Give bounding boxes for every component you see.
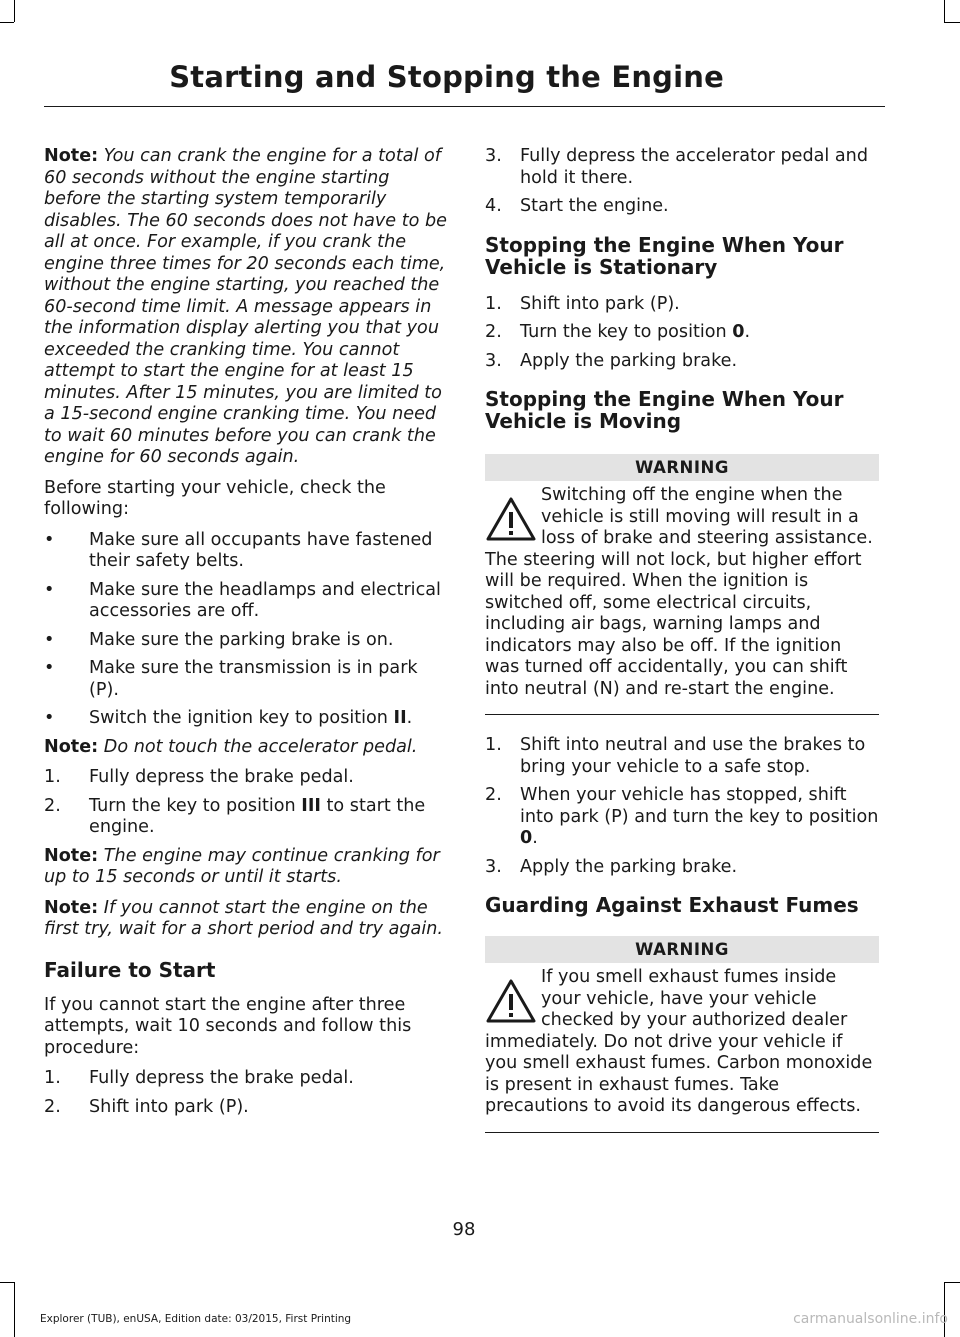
list-item xyxy=(44,658,447,701)
step-bold: 0 xyxy=(732,322,745,342)
bullet-marker: • xyxy=(44,658,55,678)
bullet-marker: • xyxy=(44,708,55,728)
step-text: Apply the parking brake. xyxy=(520,350,738,371)
step-number: 1. xyxy=(485,293,502,314)
header-rule xyxy=(44,106,885,107)
step-bold: 0 xyxy=(520,828,533,848)
bullet-text: Make sure all occupants have fastened their safety belts. xyxy=(89,529,433,571)
step-number: 3. xyxy=(485,350,502,371)
step-end: . xyxy=(744,322,751,342)
footer-edition: Explorer (TUB), enUSA, Edition date: 03/2015, First Printing xyxy=(40,1313,352,1325)
note-cranking-duration xyxy=(44,846,447,889)
bullet-text: Make sure the transmission is in park (P). xyxy=(89,658,418,700)
note-first-try xyxy=(44,898,447,941)
note-label: Note: xyxy=(44,845,99,866)
step-number: 4. xyxy=(485,196,502,216)
step-text: When your vehicle has stopped, shift into park (P) and turn the key to position xyxy=(520,785,879,827)
step-text: Fully depress the accelerator pedal and hold it there. xyxy=(520,146,869,188)
warning-header: WARNING xyxy=(485,454,879,481)
warning-triangle-icon xyxy=(485,495,537,543)
note-label: Note: xyxy=(44,736,99,757)
list-item xyxy=(485,857,879,879)
note-text: If you cannot start the engine on the first try, wait for a short period and try again. xyxy=(44,897,443,939)
bullet-text: Make sure the parking brake is on. xyxy=(89,629,394,650)
list-item xyxy=(44,530,447,573)
note-label: Note: xyxy=(44,897,99,918)
list-item xyxy=(485,294,879,316)
crop-mark-top-right-v xyxy=(944,0,945,22)
watermark: carmanualsonline.info xyxy=(793,1311,948,1327)
list-item xyxy=(44,708,447,730)
bullet-marker: • xyxy=(44,579,55,600)
bullet-text: Make sure the headlamps and electrical accessories are off. xyxy=(89,579,441,621)
warning-triangle-icon xyxy=(485,977,537,1025)
step-text: Fully depress the brake pedal. xyxy=(89,767,354,787)
right-column xyxy=(485,146,879,1133)
warning-box-exhaust xyxy=(485,963,879,1118)
list-item xyxy=(485,146,879,189)
bullet-text: Switch the ignition key to position xyxy=(89,708,394,728)
note-text: The engine may continue cranking for up to 15 seconds or until it starts. xyxy=(44,845,440,887)
moving-heading: Stopping the Engine When Your Vehicle is Moving xyxy=(485,387,844,433)
step-number: 1. xyxy=(44,1068,61,1088)
step-text: Shift into neutral and use the brakes to bring your vehicle to a safe stop. xyxy=(520,735,866,777)
step-number: 2. xyxy=(44,1096,61,1117)
step-number: 2. xyxy=(485,322,502,342)
note-text: Do not touch the accelerator pedal. xyxy=(98,736,418,757)
list-item xyxy=(485,351,879,373)
crop-mark-top-left-v xyxy=(14,0,15,22)
exhaust-heading: Guarding Against Exhaust Fumes xyxy=(485,893,859,917)
warning-box-moving xyxy=(485,481,879,700)
list-item xyxy=(44,796,447,839)
crop-mark-bottom-right-h xyxy=(944,1282,960,1283)
crop-mark-bottom-left-v xyxy=(14,1282,15,1337)
left-column xyxy=(44,146,447,1125)
step-text: Turn the key to position xyxy=(520,322,733,342)
list-item xyxy=(44,1097,447,1119)
list-item xyxy=(485,735,879,778)
page-number: 98 xyxy=(452,1219,476,1240)
step-end: . xyxy=(532,828,538,848)
step-text: Shift into park (P). xyxy=(89,1096,249,1117)
step-text: Turn the key to position xyxy=(89,795,302,816)
crop-mark-bottom-right-v xyxy=(944,1282,945,1337)
step-number: 2. xyxy=(44,795,61,816)
step-number: 3. xyxy=(485,146,502,166)
list-item xyxy=(485,196,879,218)
note-cranking-limit xyxy=(44,146,447,469)
before-starting-text: Before starting your vehicle, check the following: xyxy=(44,477,386,519)
list-item xyxy=(44,1068,447,1090)
step-text: Apply the parking brake. xyxy=(520,856,738,877)
note-text: You can crank the engine for a total of 60 seconds without the engine starting before the starting system temporarily disables. The 60 seconds does not have to be all at once. For example, if you crank the engine three times for 20 seconds each time, without the engine starting, you reached the 60-second time limit. A message appears in the information display alerting you that you exceeded the cranking time. You cannot attempt to start the engine for at least 15 minutes. After 15 minutes, you are limited to a 15-second engine cranking time. You need to wait 60 minutes before you can crank the engine for 60 seconds again. xyxy=(44,146,447,467)
step-text: Fully depress the brake pedal. xyxy=(89,1068,354,1088)
warning-rule xyxy=(485,1132,879,1133)
step-bold: III xyxy=(301,795,321,816)
crop-mark-top-left-h xyxy=(0,22,14,23)
list-item xyxy=(44,767,447,789)
step-text: Start the engine. xyxy=(520,196,669,216)
step-number: 1. xyxy=(485,735,502,755)
warning-rule xyxy=(485,714,879,715)
crop-mark-top-right-h xyxy=(944,22,960,23)
step-number: 3. xyxy=(485,856,502,877)
list-item xyxy=(485,785,879,850)
step-number: 2. xyxy=(485,785,502,805)
bullet-bold: II xyxy=(393,708,407,728)
list-item xyxy=(485,322,879,344)
warning-header: WARNING xyxy=(485,936,879,963)
bullet-marker: • xyxy=(44,529,55,550)
bullet-marker: • xyxy=(44,629,55,650)
page-title: Starting and Stopping the Engine xyxy=(169,60,724,94)
list-item xyxy=(44,580,447,623)
step-end: to start the engine. xyxy=(89,795,426,837)
note-accelerator xyxy=(44,737,447,759)
step-text: Shift into park (P). xyxy=(520,293,680,314)
crop-mark-bottom-left-h xyxy=(0,1282,14,1283)
failure-to-start-heading: Failure to Start xyxy=(44,957,216,982)
step-number: 1. xyxy=(44,767,61,787)
stationary-heading: Stopping the Engine When Your Vehicle is Stationary xyxy=(485,232,844,279)
failure-text: If you cannot start the engine after three attempts, wait 10 seconds and follow this procedure: xyxy=(44,994,412,1058)
warning-text: Switching off the engine when the vehicle is still moving will result in a loss of brake and steering assistance. The steering will not lock, but higher effort will be required. When the ignition is switched off, some electrical circuits, including air bags, warning lamps and indicators may also be off. If the ignition was turned off accidentally, you can shift into neutral (N) and re-start the engine. xyxy=(485,485,873,699)
bullet-end: . xyxy=(406,708,413,728)
note-label: Note: xyxy=(44,146,99,166)
warning-text: If you smell exhaust fumes inside your vehicle, have your vehicle checked by your authorized dealer immediately. Do not drive your vehicle if you smell exhaust fumes. Carbon monoxide is present in exhaust fumes. Take precautions to avoid its dangerous effects. xyxy=(485,967,873,1116)
list-item xyxy=(44,630,447,652)
